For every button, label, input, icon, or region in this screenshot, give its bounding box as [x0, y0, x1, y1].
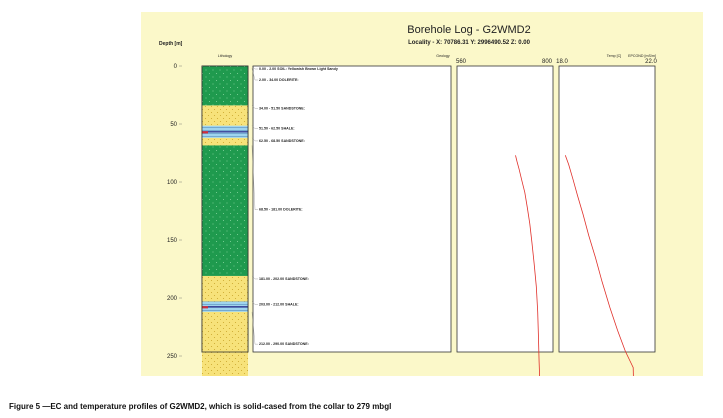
- borehole-log-panel: [141, 12, 703, 376]
- geology-label-9: 212.00 - 290.00 SANDSTONE:: [259, 342, 309, 347]
- lithology-layer-5: [202, 145, 248, 276]
- temp-tick-22.0: 22.0: [645, 59, 657, 65]
- temp-tick-18.0: 18.0: [556, 59, 568, 65]
- temp-header: Temp [C]: [606, 54, 622, 58]
- geology-label-1: 0.00 - 2.00 SOIL: Yellowish Brown Light Sandy: [259, 67, 338, 71]
- depth-tick-200: 200: [166, 296, 177, 302]
- lithology-layer-4: [202, 138, 248, 146]
- depth-tick-250: 250: [166, 354, 177, 360]
- ec-header: EPCOND [mS/m]: [628, 54, 656, 58]
- chart-title: Borehole Log - G2WMD2: [407, 24, 531, 36]
- ec-tick-800: 800: [541, 59, 553, 65]
- figure-caption: Figure 5 —EC and temperature profiles of G2WMD2, which is solid-cased from the collar to 279 mbgl: [9, 402, 392, 411]
- lithology-layer-2: [202, 105, 248, 125]
- temp-frame-bg: [559, 66, 655, 352]
- borehole-log-chart: [141, 12, 703, 376]
- depth-tick-150: 150: [166, 238, 177, 244]
- lithology-layer-1: [202, 66, 248, 105]
- lithology-layers: [202, 66, 248, 376]
- lithology-header: Lithology: [217, 54, 233, 58]
- depth-tick-50: 50: [170, 122, 177, 128]
- geology-label-3: 34.00 - 51.50 SANDSTONE:: [259, 106, 305, 111]
- depth-tick-100: 100: [166, 180, 177, 186]
- geology-label-5: 62.50 - 68.50 SANDSTONE:: [259, 138, 305, 143]
- geology-header: Geology: [436, 54, 450, 58]
- lithology-layer-6: [202, 276, 248, 302]
- depth-tick-0: 0: [173, 64, 177, 70]
- locality-text: Locality - X: 70786.31 Y: 2996490.52 Z: 0.00: [408, 40, 530, 46]
- geology-label-6: 68.50 - 181.00 DOLERITE:: [259, 207, 303, 212]
- shale-red-mark: [202, 131, 208, 133]
- value-ticks: [456, 59, 658, 65]
- geology-label-8: 203.00 - 212.00 SHALE:: [259, 302, 299, 307]
- geology-label-7: 181.00 - 202.00 SANDSTONE:: [259, 276, 309, 281]
- geology-label-2: 2.00 - 34.00 DOLERITE:: [259, 78, 299, 82]
- depth-axis-label: Depth [m]: [159, 41, 183, 47]
- shale-red-mark: [202, 306, 208, 308]
- geology-label-4: 51.50 - 62.50 SHALE:: [259, 126, 295, 131]
- shale-band-mark: [202, 131, 248, 132]
- depth-ticks: [167, 64, 182, 376]
- ec-tick-560: 560: [455, 59, 467, 65]
- ec-frame-bg: [457, 66, 553, 352]
- lithology-layer-8: [202, 312, 248, 376]
- shale-band-mark: [202, 306, 248, 307]
